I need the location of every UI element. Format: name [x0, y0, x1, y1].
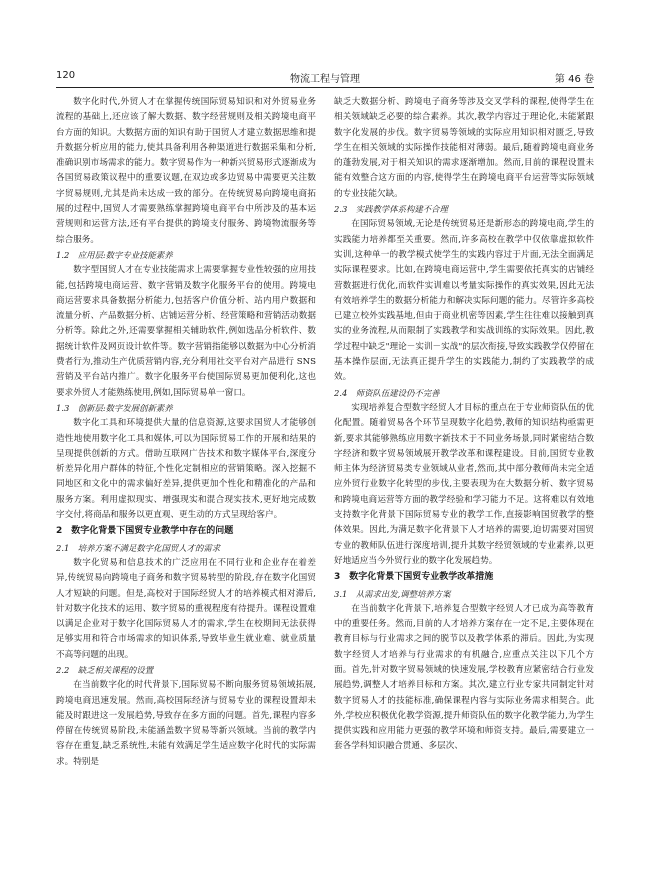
header-rule [56, 87, 594, 88]
volume-label: 第 46 卷 [554, 74, 594, 85]
journal-title: 物流工程与管理 [290, 74, 360, 85]
subsection-heading: 2.3 实践教学体系构建不合理 [334, 204, 448, 215]
subsection-heading: 2.1 培养方案不满足数字化国贸人才的需求 [56, 542, 221, 553]
section-heading: 2 数字化背景下国贸专业教学中存在的问题 [56, 526, 234, 537]
section-heading: 3 数字化背景下国贸专业教学改革措施 [334, 572, 494, 583]
body-paragraph: 实现培养复合型数字经贸人才目标的重点在于专业师资队伍的优化配置。随着贸易各个环节呈现数字化趋势,教师的知识结构亟需更新,要求其能够熟练应用数字新技术于不同业务场景,同时紧密结合数字经济和数字贸易领域展开教学改革和课程建设。目前,国贸专业教师主体为经济贸易类专业领域从业者,然而,其中部分教师尚未完全适应外贸行业数字化转型的步伐,主要表现为在大数据分析、数字贸易和跨境电商运营等方面的教学经验和学习能力不足。这将难以有效地支持数字化背景下国际贸易专业的教学工作,直接影响国贸教学的整体效果。因此,为满足数字化背景下人才培养的需要,迫切需要对国贸专业的教师队伍进行深度培训,提升其数字经贸领域的专业素养,以更好地适应当今外贸行业的数字化发展趋势。 [334, 402, 594, 566]
body-paragraph: 数字化工具和环境提供大量的信息资源,这要求国贸人才能够创造性地使用数字化工具和媒体,可以为国际贸易工作的开展和结果的呈现提供创新的方式。借助互联网广告技术和数字媒体平台,深度分析差异化用户群体的特征,个性化定制相应的营销策略。深入挖掘不同地区和文化中的需求偏好差异,提供更加个性化和精准化的产品和服务方案。利用虚拟现实、增强现实和混合现实技术,更好地完成数字交付,将商品和服务以更直观、更生动的方式呈现给客户。 [56, 418, 316, 521]
subsection-heading: 1.3 创新层:数字发展创新素养 [56, 402, 173, 413]
page-header [56, 70, 594, 88]
body-paragraph: 数字化时代,外贸人才在掌握传统国际贸易知识和对外贸易业务流程的基础上,还应该了解大数据、数字经营规则及相关跨境电商平台方面的知识。大数据方面的知识有助于国贸人才建立数据思维和提升数据分析应用的能力,使其具备利用各种渠道进行数据采集和分析,准确识别市场需求的能力。数字贸易作为一种新兴贸易形式逐渐成为各国贸易政策议程中的重要议题,在双边或多边贸易中需要更关注数字贸易规则,尤其是尚未达成一致的部分。在传统贸易向跨境电商拓展的过程中,国贸人才需要熟练掌握跨境电商平台中所涉及的基本运营规则和运营方法,还有平台提供的跨境支付服务、跨境物流服务等综合服务。 [56, 97, 316, 245]
subsection-heading: 2.2 缺乏相关课程的设置 [56, 664, 154, 675]
body-paragraph: 缺乏大数据分析、跨境电子商务等涉及交叉学科的课程,使得学生在相关领域缺乏必要的综合素养。其次,教学内容过于理论化,未能紧跟数字化发展的步伐。数字贸易等领域的实际应用知识相对匮乏,导致学生在相关领域的实际操作技能相对薄弱。最后,随着跨境电商业务的蓬勃发展,对于相关知识的需求逐渐增加。然而,目前的课程设置未能有效整合这方面的内容,使得学生在跨境电商平台运营等实际领域的专业技能欠缺。 [334, 97, 594, 199]
subsection-heading: 2.4 师资队伍建设仍不完善 [334, 387, 440, 398]
body-paragraph: 数字型国贸人才在专业技能需求上需要掌握专业性较强的应用技能,包括跨境电商运营、数字营销及数字化服务平台的使用。跨境电商运营要求具备数据分析能力,包括客户价值分析、站内用户数据和流量分析、产品数据分析、店铺运营分析、经营策略和营销活动数据分析等。除此之外,还需要掌握相关辅助软件,例如选品分析软件、数据统计软件及网页设计软件等。数字营销指能够以数据为中心分析消费者行为,推动生产优质营销内容,充分利用社交平台对产品进行 SNS 营销及平台站内推广。数字化服务平台使国际贸易更加便利化,这也要求外贸人才能熟练使用,例如,国际贸易单一窗口。 [56, 265, 316, 398]
subsection-heading: 1.2 应用层:数字专业技能素养 [56, 249, 173, 260]
body-paragraph: 在当前数字化的时代背景下,国际贸易不断向服务贸易领域拓展,跨境电商迅速发展。然而,高校国际经济与贸易专业的课程设置却未能及时跟进这一发展趋势,导致存在多方面的问题。首先,课程内容多停留在传统贸易阶段,未能涵盖数字贸易等新兴领域。当前的教学内容存在重复,缺乏系统性,未能有效满足学生适应数字化时代的实际需求。特别是 [56, 680, 316, 767]
page-number: 120 [56, 70, 76, 81]
body-paragraph: 在当前数字化背景下,培养复合型数字经贸人才已成为高等教育中的重要任务。然而,目前的人才培养方案存在一定不足,主要体现在教育目标与行业需求之间的脱节以及教学体系的滞后。因此,为实现数字经贸人才培养与行业需求的有机融合,应重点关注以下几个方面。首先,针对数字贸易领域的快速发展,学校教育应紧密结合行业发展趋势,调整人才培养目标和方案。其次,建立行业专家共同制定针对数字贸易人才的技能标准,确保课程内容与实际业务需求相契合。此外,学校应积极优化教学资源,提升师资队伍的数字化教学能力,为学生提供实践和应用能力更强的教学环境和师资支持。最后,需要建立一套各学科知识融合贯通、多层次、 [334, 603, 594, 752]
body-paragraph: 在国际贸易领域,无论是传统贸易还是新形态的跨境电商,学生的实践能力培养都至关重要。然而,许多高校在教学中仅依靠虚拟软件实训,这种单一的教学模式使学生的实践内容过于片面,无法全面满足实际课程要求。比如,在跨境电商运营中,学生需要依托真实的店铺经营数据进行优化,而软件实训难以考量实际操作的真实效果,因此无法有效培养学生的数据分析能力和解决实际问题的能力。尽管许多高校已建立校外实践基地,但由于商业机密等因素,学生往往难以接触到真实的业务流程,从而限制了实践教学和实战训练的实际效果。因此,教学过程中缺乏"理论－实训－实战"的层次衔接,导致实践教学仅停留在基本操作层面,无法真正提升学生的实践能力,制约了实践教学的成效。 [334, 219, 594, 383]
right-column [334, 95, 594, 875]
left-column [56, 95, 316, 875]
body-paragraph: 数字化贸易和信息技术的广泛应用在不同行业和企业存在着差异,传统贸易向跨境电子商务和数字贸易转型的阶段,存在数字化国贸人才短缺的问题。但是,高校对于国际经贸人才的培养模式相对滞后,针对数字化技术的运用、数字贸易的重视程度有待提升。课程设置难以满足企业对于数字化国际贸易人才的需求,学生在校期间无法获得足够实用和符合市场需求的知识体系,导致毕业生就业难、就业质量不高等问题的出现。 [56, 557, 316, 660]
subsection-heading: 3.1 从需求出发,调整培养方案 [334, 588, 451, 599]
